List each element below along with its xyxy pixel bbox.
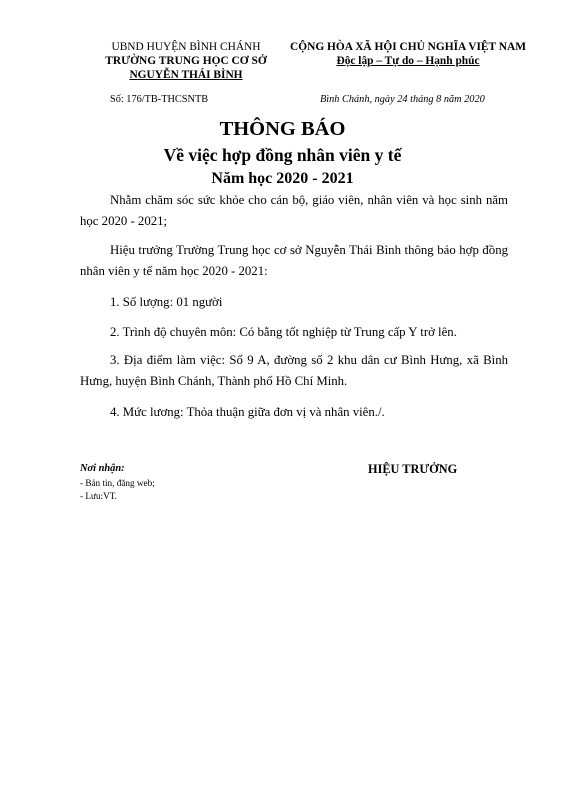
- item-quantity: 1. Số lượng: 01 người: [110, 295, 223, 309]
- paragraph-purpose: Nhằm chăm sóc sức khỏe cho cán bộ, giáo viên, nhân viên và học sinh năm học 2020 - 2021;: [80, 193, 508, 228]
- signature-title: HIỆU TRƯỞNG: [368, 462, 458, 476]
- national-motto-block: [268, 40, 548, 68]
- document-number: Số: 176/TB-THCSNTB: [110, 94, 209, 105]
- item-salary: 4. Mức lương: Thỏa thuận giữa đơn vị và nhân viên./.: [110, 405, 385, 419]
- document-date: Bình Chánh, ngày 24 tháng 8 năm 2020: [320, 94, 485, 105]
- motto: Độc lập – Tự do – Hạnh phúc: [336, 55, 480, 67]
- recipient-item: - Bản tin, đăng web;: [80, 478, 155, 488]
- school-name-line1: TRƯỜNG TRUNG HỌC CƠ SỞ: [105, 55, 267, 67]
- country-name: CỘNG HÒA XÃ HỘI CHỦ NGHĨA VIỆT NAM: [290, 41, 526, 53]
- authority-name: UBND HUYỆN BÌNH CHÁNH: [111, 41, 261, 53]
- issuing-authority-block: [86, 40, 286, 82]
- document-subtitle: Về việc hợp đồng nhân viên y tế: [163, 145, 402, 165]
- item-qualification: 2. Trình độ chuyên môn: Có bằng tốt nghiệp từ Trung cấp Y trở lên.: [110, 325, 457, 339]
- paragraph-announcement: Hiệu trưởng Trường Trung học cơ sở Nguyễn Thái Bình thông báo hợp đồng nhân viên y tế năm học 2020 - 2021:: [80, 243, 508, 278]
- recipient-item: - Lưu:VT.: [80, 491, 117, 501]
- recipients-heading: Nơi nhận:: [80, 463, 125, 474]
- document-title: THÔNG BÁO: [219, 118, 346, 140]
- school-name-line2: NGUYỄN THÁI BÌNH: [129, 69, 243, 81]
- item-workplace: 3. Địa điểm làm việc: Số 9 A, đường số 2 khu dân cư Bình Hưng, xã Bình Hưng, huyện Bình Chánh, Thành phố Hồ Chí Minh.: [80, 353, 508, 388]
- school-year: Năm học 2020 - 2021: [211, 170, 354, 187]
